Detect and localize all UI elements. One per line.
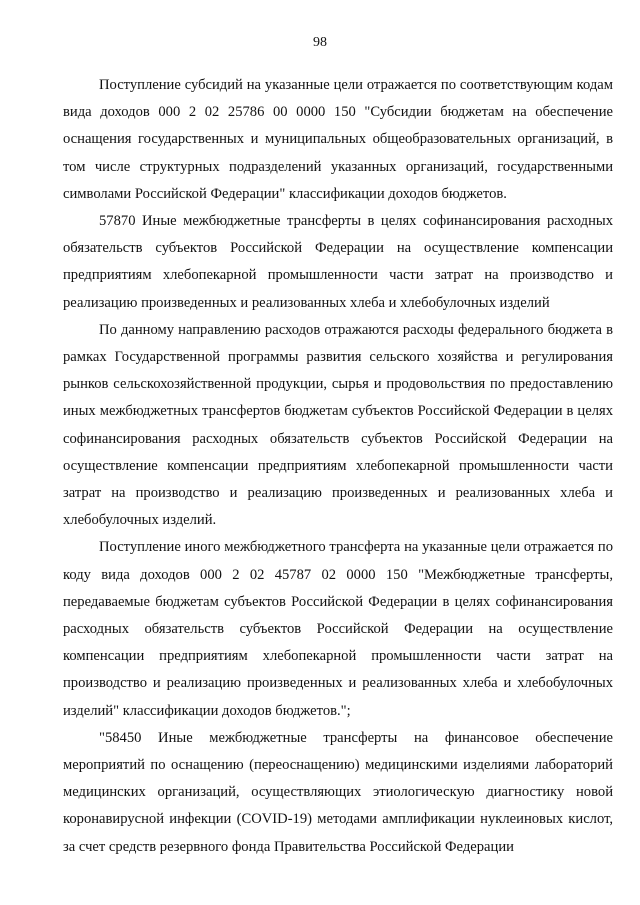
paragraph-expenses-description: По данному направлению расходов отражаются расходы федерального бюджета в рамках Государственной программы развития сельского хозяйства и регулирования рынков сельскохозяйственной продукции, сырья и продовольствия по предоставлению иных межбюджетных трансфертов бюджетам субъектов Российской Федерации в целях софинансирования расходных обязательств субъектов Российской Федерации на осуществление компенсации предприятиям хлебопекарной промышленности части затрат на производство и реализацию произведенных и реализованных хлеба и хлебобулочных изделий. bbox=[63, 321, 613, 529]
page-number: 98 bbox=[313, 35, 327, 50]
paragraph-transfer-income: Поступление иного межбюджетного трансферта на указанные цели отражается по коду вида доходов 000 2 02 45787 02 0000 150 "Межбюджетные трансферты, передаваемые бюджетам субъектов Российской Федерации в целях софинансирования расходных обязательств субъектов Российской Федерации на осуществление компенсации предприятиям хлебопекарной промышленности части затрат на производство и реализацию произведенных и реализованных хлеба и хлебобулочных изделий" классификации доходов бюджетов."; bbox=[63, 539, 613, 719]
document-body bbox=[63, 72, 613, 861]
paragraph-58450-heading: "58450 Иные межбюджетные трансферты на финансовое обеспечение мероприятий по оснащению (переоснащению) медицинскими изделиями лабораторий медицинских организаций, осуществляющих этиологическую диагностику новой коронавирусной инфекции (COVID-19) методами амплификации нуклеиновых кислот, за счет средств резервного фонда Правительства Российской Федерации bbox=[63, 729, 613, 855]
paragraph-57870-heading: 57870 Иные межбюджетные трансферты в целях софинансирования расходных обязательств субъектов Российской Федерации на осуществление компенсации предприятиям хлебопекарной промышленности части затрат на производство и реализацию произведенных и реализованных хлеба и хлебобулочных изделий bbox=[63, 213, 613, 311]
paragraph-subsidy-income: Поступление субсидий на указанные цели отражается по соответствующим кодам вида доходов 000 2 02 25786 00 0000 150 "Субсидии бюджетам на обеспечение оснащения государственных и муниципальных общеобразовательных организаций, в том числе структурных подразделений указанных организаций, государственными символами Российской Федерации" классификации доходов бюджетов. bbox=[63, 77, 613, 202]
